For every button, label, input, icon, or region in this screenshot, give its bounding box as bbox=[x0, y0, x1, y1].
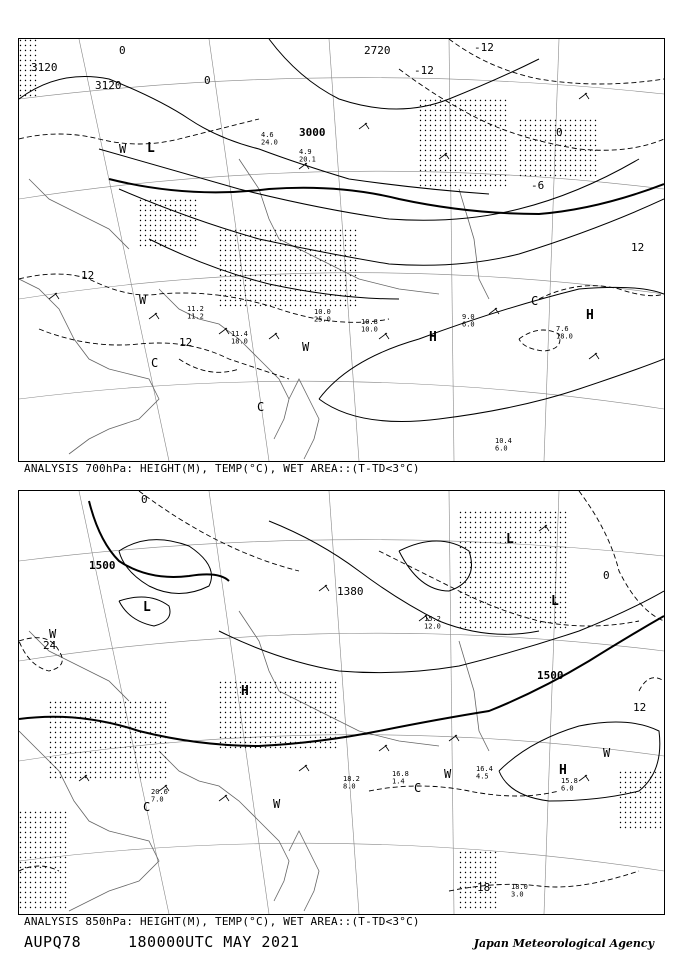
center-label: H bbox=[586, 308, 594, 323]
station-value: 18.0 3.0 bbox=[511, 883, 528, 899]
height-label: 1380 bbox=[337, 585, 364, 598]
station-value: 4.9 20.1 bbox=[299, 148, 316, 164]
station-value: 11.2 11.2 bbox=[187, 305, 204, 321]
center-label: L bbox=[143, 600, 151, 615]
height-label: 1500 bbox=[89, 559, 116, 572]
center-label: W bbox=[49, 627, 57, 641]
station-value: 16.8 1.4 bbox=[392, 770, 409, 786]
map-700hpa bbox=[19, 39, 664, 461]
height-label: 3000 bbox=[299, 126, 326, 139]
center-label: H bbox=[429, 330, 437, 345]
center-label: L bbox=[147, 141, 155, 156]
chart-850hpa bbox=[18, 490, 665, 915]
valid-time: 180000UTC MAY 2021 bbox=[128, 933, 300, 951]
center-label: C bbox=[531, 294, 539, 308]
center-label: C bbox=[151, 356, 159, 370]
map-850hpa bbox=[19, 491, 664, 914]
station-value: 10.8 10.0 bbox=[361, 318, 378, 334]
chart-700hpa bbox=[18, 38, 665, 462]
station-value: 15.8 6.0 bbox=[561, 777, 578, 793]
station-value: 4.6 24.0 bbox=[261, 131, 278, 147]
station-value: 18.2 8.0 bbox=[343, 775, 360, 791]
center-label: W bbox=[139, 293, 147, 307]
height-label: 2720 bbox=[364, 44, 391, 57]
station-value: 10.4 6.0 bbox=[495, 437, 512, 453]
temp-label: 12 bbox=[633, 701, 647, 714]
temp-label: -6 bbox=[531, 179, 545, 192]
temp-label: 0 bbox=[603, 569, 610, 582]
center-label: W bbox=[273, 797, 281, 811]
height-label: 3120 bbox=[31, 61, 58, 74]
station-value: 16.4 4.5 bbox=[476, 765, 493, 781]
temp-label: 0 bbox=[204, 74, 211, 87]
height-contours bbox=[119, 521, 664, 801]
temp-label: 24 bbox=[43, 639, 57, 652]
station-value: 7.6 18.0 bbox=[556, 325, 573, 341]
center-label: L bbox=[506, 532, 514, 547]
center-label: C bbox=[257, 400, 265, 414]
center-label: C bbox=[414, 781, 422, 795]
center-label: W bbox=[119, 142, 127, 156]
center-label: H bbox=[241, 684, 249, 699]
station-value: 15.2 12.0 bbox=[424, 615, 441, 631]
temp-label: -12 bbox=[474, 41, 494, 54]
chart-code: AUPQ78 bbox=[24, 933, 82, 951]
caption-700hpa: ANALYSIS 700hPa: HEIGHT(M), TEMP(°C), WET AREA::(T-TD<3°C) bbox=[24, 462, 420, 475]
station-value: 20.6 7.0 bbox=[151, 788, 168, 804]
center-label: L bbox=[551, 594, 559, 609]
temp-label: 0 bbox=[556, 126, 563, 139]
height-label: 1500 bbox=[537, 669, 564, 682]
center-label: W bbox=[302, 340, 310, 354]
temp-label: 0 bbox=[141, 493, 148, 506]
center-label: W bbox=[444, 767, 452, 781]
temp-label: 18 bbox=[477, 881, 491, 894]
temp-label: 12 bbox=[631, 241, 645, 254]
height-label: 3120 bbox=[95, 79, 122, 92]
temp-label: 12 bbox=[81, 269, 95, 282]
station-value: 11.4 18.0 bbox=[231, 330, 248, 346]
temp-label: 0 bbox=[119, 44, 126, 57]
center-label: C bbox=[143, 800, 151, 814]
center-label: W bbox=[603, 746, 611, 760]
station-value: 10.0 25.0 bbox=[314, 308, 331, 324]
center-label: H bbox=[559, 763, 567, 778]
station-value: 9.0 6.0 bbox=[462, 313, 475, 329]
caption-850hpa: ANALYSIS 850hPa: HEIGHT(M), TEMP(°C), WET AREA::(T-TD<3°C) bbox=[24, 915, 420, 928]
station-values bbox=[151, 615, 578, 899]
temp-label: -12 bbox=[414, 64, 434, 77]
agency-name: Japan Meteorological Agency bbox=[473, 937, 654, 950]
temp-label: 12 bbox=[179, 336, 193, 349]
